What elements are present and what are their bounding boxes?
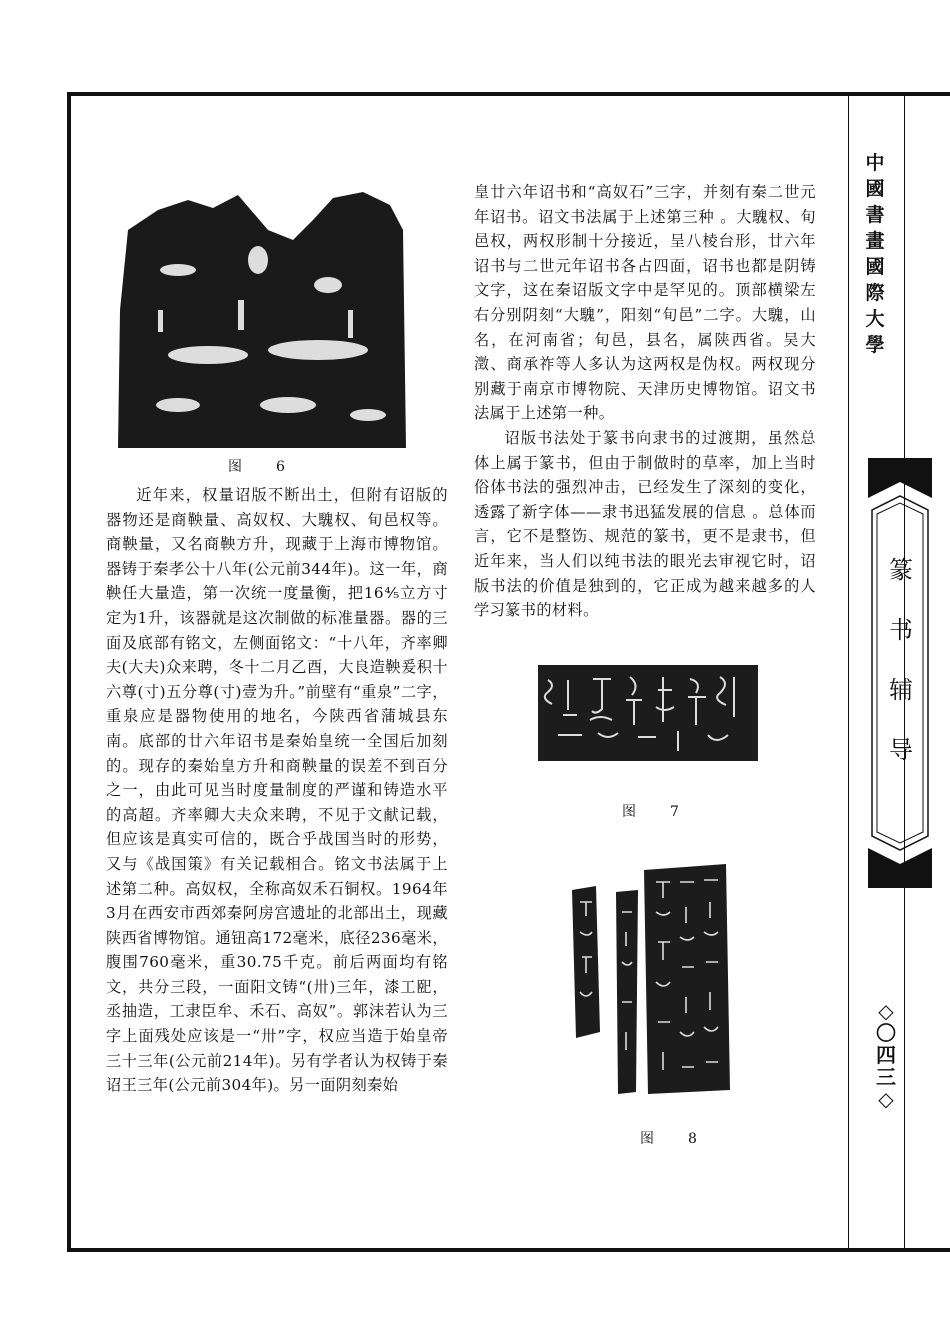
figure-7 [538,665,758,761]
figure-8-caption: 图 8 [640,1131,707,1147]
side-title [858,150,892,358]
side-title-char: 大 [865,308,885,330]
section-char: 篆 [889,556,913,584]
right-paragraph-1: 皇廿六年诏书和“高奴石”三字，并刻有秦二世元年诏书。诏文书法属于上述第三种 。大騩权、旬邑权，两权形制十分接近，呈八棱台形，廿六年诏书与二世元年诏书各占四面，诏书也都是阴铸文字，这在秦诏版文字中是罕见的。顶部横梁左右分别阴刻“大騩”，阳刻“旬邑”二字。大騩，山名，在河南省；旬邑，县名，属陕西省。吴大澂、商承祚等人多认为这两权是伪权。两权现分别藏于南京市博物院、天津历史博物馆。诏文书法属于上述第一种。 [474,183,816,423]
section-char: 书 [889,616,913,644]
left-paragraph-1: 近年来，权量诏版不断出土，但附有诏版的器物还是商鞅量、高奴权、大騩权、旬邑权等。商鞅量，又名商鞅方升，现藏于上海市博物馆。器铸于秦孝公十八年(公元前344年)。这一年，商鞅任大量造，第一次统一度量衡，把16⅘立方寸定为1升，该器就是这次制做的标准量器。器的三面及底部有铭文，左侧面铭文：“十八年，齐率卿夫(大夫)众来聘，冬十二月乙酉，大良造鞅爰积十六尊(寸)五分尊(寸)壹为升。”前壁有“重泉”二字，重泉应是器物使用的地名，今陕西省蒲城县东南。底部的廿六年诏书是秦始皇统一全国后加刻的。现存的秦始皇方升和商鞅量的误差不到百分之一，由此可见当时度量制度的严谨和铸造水平的高超。齐率卿大夫众来聘，不见于文献记载，但应该是真实可信的，既合乎战国当时的形势，又与《战国策》有关记载相合。铭文书法属于上述第二种。高奴权，全称高奴禾石铜权。1964年3月在西安市西郊秦阿房宫遗址的北部出土，现藏陕西省博物馆。通钮高172毫米，底径236毫米，腹围760毫米，重30.75千克。前后两面均有铭文，共分三段，一面阳文铸“(卅)三年，漆工巸，丞抽造，工隶臣牟、禾石、高奴”。郭沫若认为三字上面残处应该是一“卅”字，权应当造于始皇帝三十三年(公元前214年)。另有学者认为权铸于秦诏王三年(公元前304年)。另一面阴刻秦始 [106,486,448,1095]
page-number [868,1000,904,1110]
right-column [474,180,816,623]
page-number-char: ◇ [878,1087,894,1111]
side-title-char: 際 [865,282,885,304]
page-number-char: ◇ [878,999,894,1023]
page-number-char: 三 [876,1065,896,1089]
figure-7-caption: 图 7 [622,804,689,820]
figure-6 [118,190,408,448]
figure-8 [568,862,733,1098]
figure-6-caption: 图 6 [228,459,295,475]
side-divider [848,96,849,1248]
page-number-char: 四 [876,1043,896,1067]
figure-8-rubbing [568,862,733,1098]
figure-7-rubbing [538,665,758,761]
side-title-char: 書 [865,204,885,226]
side-title-char: 學 [865,334,885,356]
right-paragraph-2: 诏版书法处于篆书向隶书的过渡期，虽然总体上属于篆书，但由于制做时的草率，加上当时俗体书法的强烈冲击，已经发生了深刻的变化，透露了新字体——隶书迅猛发展的信息 。总体而言，它不是整饬、规范的篆书，更不是隶书，但近年来，当人们以纯书法的眼光去审视它时，诏版书法的价值是独到的，它正成为越来越多的人学习篆书的材料。 [474,428,816,620]
section-char: 导 [889,736,913,764]
left-column [106,483,448,1098]
side-title-char: 國 [865,178,885,200]
side-title-char: 中 [865,152,885,174]
page-number-char: 〇 [876,1021,896,1045]
section-char: 辅 [889,676,913,704]
side-title-char: 畫 [865,230,885,252]
figure-6-rubbing [118,190,408,448]
section-label [870,540,932,780]
side-title-char: 國 [865,256,885,278]
